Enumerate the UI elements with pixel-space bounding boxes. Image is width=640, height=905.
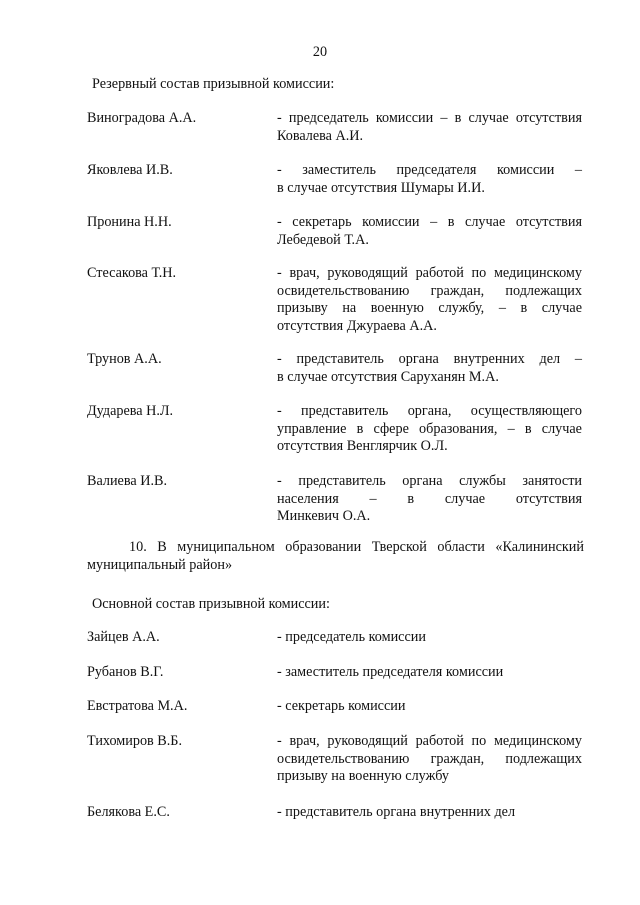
- role-line: - заместитель председателя комиссии: [277, 664, 504, 680]
- member-name: Зайцев А.А.: [87, 629, 160, 645]
- member-name: Белякова Е.С.: [87, 804, 170, 820]
- role-line: - представитель органа внутренних дел –: [277, 351, 582, 367]
- role-line: населения – в случае отсутствия: [277, 490, 582, 507]
- member-name: Евстратова М.А.: [87, 698, 188, 714]
- member-name: Пронина Н.Н.: [87, 214, 172, 230]
- role-line: отсутствия Джураева А.А.: [277, 317, 437, 334]
- reserve-heading: Резервный состав призывной комиссии:: [92, 76, 335, 92]
- member-role: [277, 403, 582, 456]
- role-line: освидетельствованию граждан, подлежащих: [277, 750, 582, 767]
- role-line: призыву на военную службу, – в случае: [277, 300, 582, 316]
- member-role: [277, 664, 582, 682]
- member-name: Трунов А.А.: [87, 351, 162, 367]
- role-line: - врач, руководящий работой по медицинскому: [277, 733, 582, 749]
- member-name: Стесакова Т.Н.: [87, 265, 177, 281]
- role-line: - секретарь комиссии: [277, 698, 406, 714]
- role-line: - представитель органа внутренних дел: [277, 804, 516, 820]
- role-line: отсутствия Венглярчик О.Л.: [277, 438, 448, 454]
- role-line: Ковалева А.И.: [277, 127, 364, 144]
- member-role: [277, 733, 582, 786]
- member-role: [277, 162, 582, 197]
- member-role: [277, 110, 582, 145]
- role-line: - представитель органа, осуществляющего: [277, 403, 582, 419]
- role-line: освидетельствованию граждан, подлежащих: [277, 282, 582, 299]
- role-line: управление в сфере образования, – в случае: [277, 420, 582, 437]
- member-role: [277, 629, 582, 647]
- member-role: [277, 698, 582, 716]
- role-line: в случае отсутствия Саруханян М.А.: [277, 368, 499, 385]
- member-role: [277, 265, 582, 335]
- member-name: Тихомиров В.Б.: [87, 733, 182, 749]
- role-line: - председатель комиссии: [277, 629, 426, 645]
- member-name: Валиева И.В.: [87, 473, 168, 489]
- role-line: Лебедевой Т.А.: [277, 231, 369, 248]
- member-name: Виноградова А.А.: [87, 110, 197, 126]
- member-role: [277, 351, 582, 386]
- role-line: - врач, руководящий работой по медицинскому: [277, 265, 582, 281]
- member-role: [277, 214, 582, 249]
- role-line: Минкевич О.А.: [277, 508, 371, 524]
- role-line: призыву на военную службу: [277, 768, 449, 784]
- member-name: Дударева Н.Л.: [87, 403, 174, 419]
- main-heading: Основной состав призывной комиссии:: [92, 596, 330, 612]
- page-number: 20: [312, 44, 328, 60]
- role-line: - председатель комиссии – в случае отсутствия: [277, 110, 582, 126]
- member-role: [277, 473, 582, 526]
- role-line: - представитель органа службы занятости: [277, 473, 582, 489]
- role-line: - секретарь комиссии – в случае отсутствия: [277, 214, 582, 230]
- member-name: Рубанов В.Г.: [87, 664, 164, 680]
- role-line: - заместитель председателя комиссии –: [277, 162, 582, 178]
- member-role: [277, 804, 582, 822]
- section-title: 10. В муниципальном образовании Тверской области «Калининский муниципальный район»: [87, 539, 584, 573]
- role-line: в случае отсутствия Шумары И.И.: [277, 179, 485, 196]
- member-name: Яковлева И.В.: [87, 162, 173, 178]
